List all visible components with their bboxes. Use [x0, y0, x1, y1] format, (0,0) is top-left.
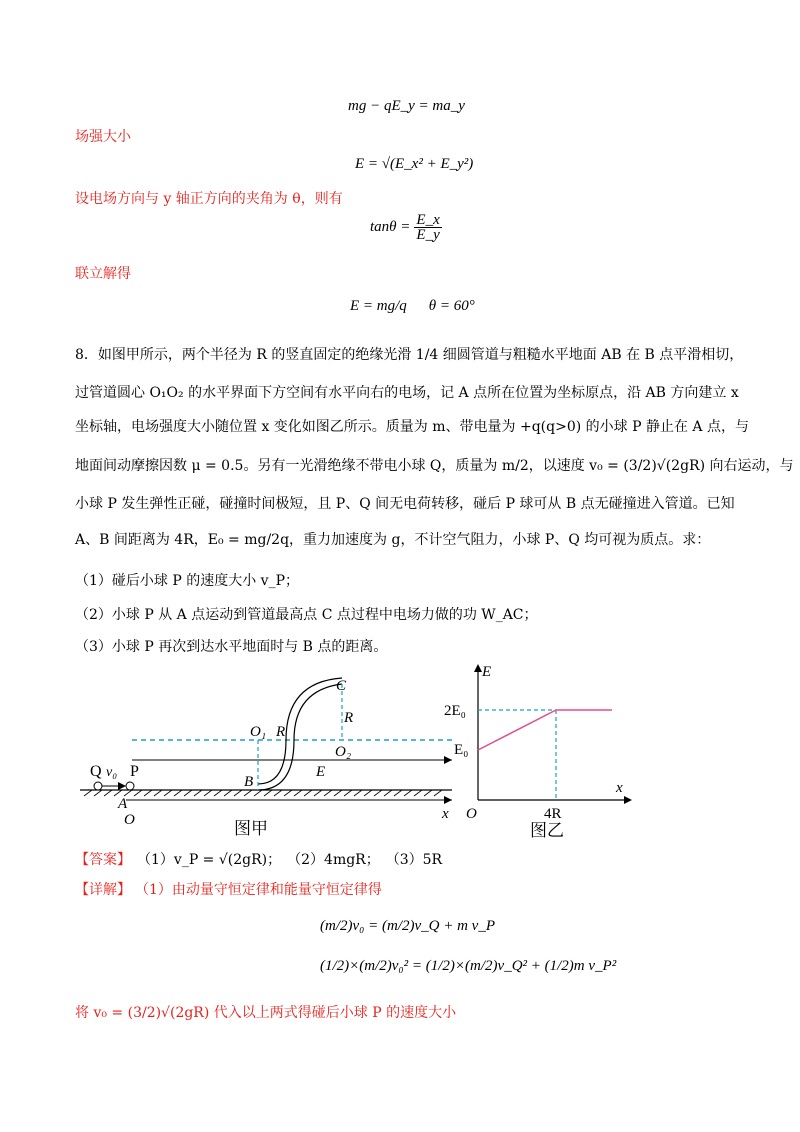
- label-angle: 设电场方向与 y 轴正方向的夹角为 θ，则有: [75, 191, 343, 207]
- label-c: C: [336, 678, 347, 694]
- tick-2e0: 2E₀: [444, 703, 466, 719]
- label-o2: O₂: [335, 744, 352, 760]
- equation-energy: (1/2)×(m/2)v₀² = (1/2)×(m/2)v_Q² + (1/2)m v_P²: [320, 958, 617, 974]
- label-field-magnitude: 场强大小: [75, 129, 131, 145]
- label-p: P: [130, 763, 139, 780]
- label-origin: O: [466, 806, 477, 820]
- figure-b-caption: 图乙: [530, 821, 564, 840]
- detail-tag: 【详解】: [75, 882, 131, 898]
- figure-a-caption: 图甲: [234, 819, 268, 838]
- question-2: （2）小球 P 从 A 点运动到管道最高点 C 点过程中电场力做的功 W_AC；: [75, 607, 538, 623]
- label-r1: R: [276, 724, 286, 740]
- ground-hatching: [84, 790, 442, 796]
- label-o: O: [124, 812, 135, 828]
- equation-result: E = mg/q θ = 60°: [350, 298, 475, 314]
- problem-line-5: 小球 P 发生弹性正碰，碰撞时间极短，且 P、Q 间无电荷转移，碰后 P 球可从 B 点无碰撞进入管道。已知: [75, 496, 735, 512]
- detail-row: [75, 880, 382, 900]
- answer-1: （1）v_P = √(2gR)；: [137, 852, 282, 868]
- problem-line-1: 8．如图甲所示，两个半径为 R 的竖直固定的绝缘光滑 1/4 细圆管道与粗糙水平地面 AB 在 B 点平滑相切，: [75, 347, 744, 363]
- e-axis-arrow: [474, 664, 482, 672]
- label-e-axis: E: [482, 664, 492, 680]
- x-axis-b-arrow: [624, 796, 632, 804]
- answer-3: （3）5R: [385, 852, 443, 868]
- problem-line-3: 坐标轴，电场强度大小随位置 x 变化如图乙所示。质量为 m、带电量为 +q(q>0) 的小球 P 静止在 A 点，与: [75, 419, 749, 435]
- label-r2: R: [344, 710, 354, 726]
- field-ramp: [478, 710, 556, 750]
- ball-q: [94, 782, 102, 790]
- equation-force-y: mg − qE_y = ma_y: [348, 98, 465, 114]
- problem-line-4: 地面间动摩擦因数 μ = 0.5。另有一光滑绝缘不带电小球 Q，质量为 m/2，以速度 v₀ = (3/2)√(2gR) 向右运动，与: [75, 458, 794, 474]
- detail-intro: （1）由动量守恒定律和能量守恒定律得: [135, 882, 382, 898]
- velocity-arrowhead: [118, 782, 126, 790]
- question-3: （3）小球 P 再次到达水平地面时与 B 点的距离。: [75, 639, 388, 655]
- tick-e0: E₀: [454, 742, 469, 758]
- problem-line-2: 过管道圆心 O₁O₂ 的水平界面下方空间有水平向右的电场，记 A 点所在位置为坐标原点，沿 AB 方向建立 x: [75, 385, 739, 401]
- question-1: （1）碰后小球 P 的速度大小 v_P；: [75, 573, 300, 589]
- equation-momentum: (m/2)v₀ = (m/2)v_Q + m v_P: [320, 918, 495, 934]
- label-o1: O₁: [250, 724, 267, 740]
- label-solve: 联立解得: [75, 266, 131, 282]
- equation-tan-theta: tanθ = $\frac{E\_x}{E\_y}$: [370, 212, 440, 243]
- label-e: E: [316, 764, 326, 780]
- detail-tail: 将 v₀ = (3/2)√(2gR) 代入以上两式得碰后小球 P 的速度大小: [75, 1005, 457, 1021]
- label-x: x: [442, 806, 449, 822]
- label-b: B: [244, 774, 254, 790]
- problem-line-6: A、B 间距离为 4R，E₀ = mg/2q，重力加速度为 g，不计空气阻力，小球 P、Q 均可视为质点。求：: [75, 532, 711, 548]
- answer-row: [75, 850, 442, 870]
- ball-p: [126, 782, 134, 790]
- figure-a: [80, 672, 460, 842]
- label-q: Q: [90, 763, 102, 780]
- label-v0: v₀: [106, 765, 118, 780]
- pipe-outer: [258, 684, 342, 790]
- label-x-axis: x: [616, 780, 623, 796]
- answer-tag: 【答案】: [75, 852, 131, 868]
- equation-field-magnitude: E = √(E_x² + E_y²): [355, 156, 474, 172]
- label-a: A: [118, 796, 128, 812]
- figure-b: [440, 660, 640, 820]
- answer-2: （2）4mgR；: [287, 852, 380, 868]
- tick-4r: 4R: [544, 806, 562, 820]
- pipe-inner: [258, 678, 342, 784]
